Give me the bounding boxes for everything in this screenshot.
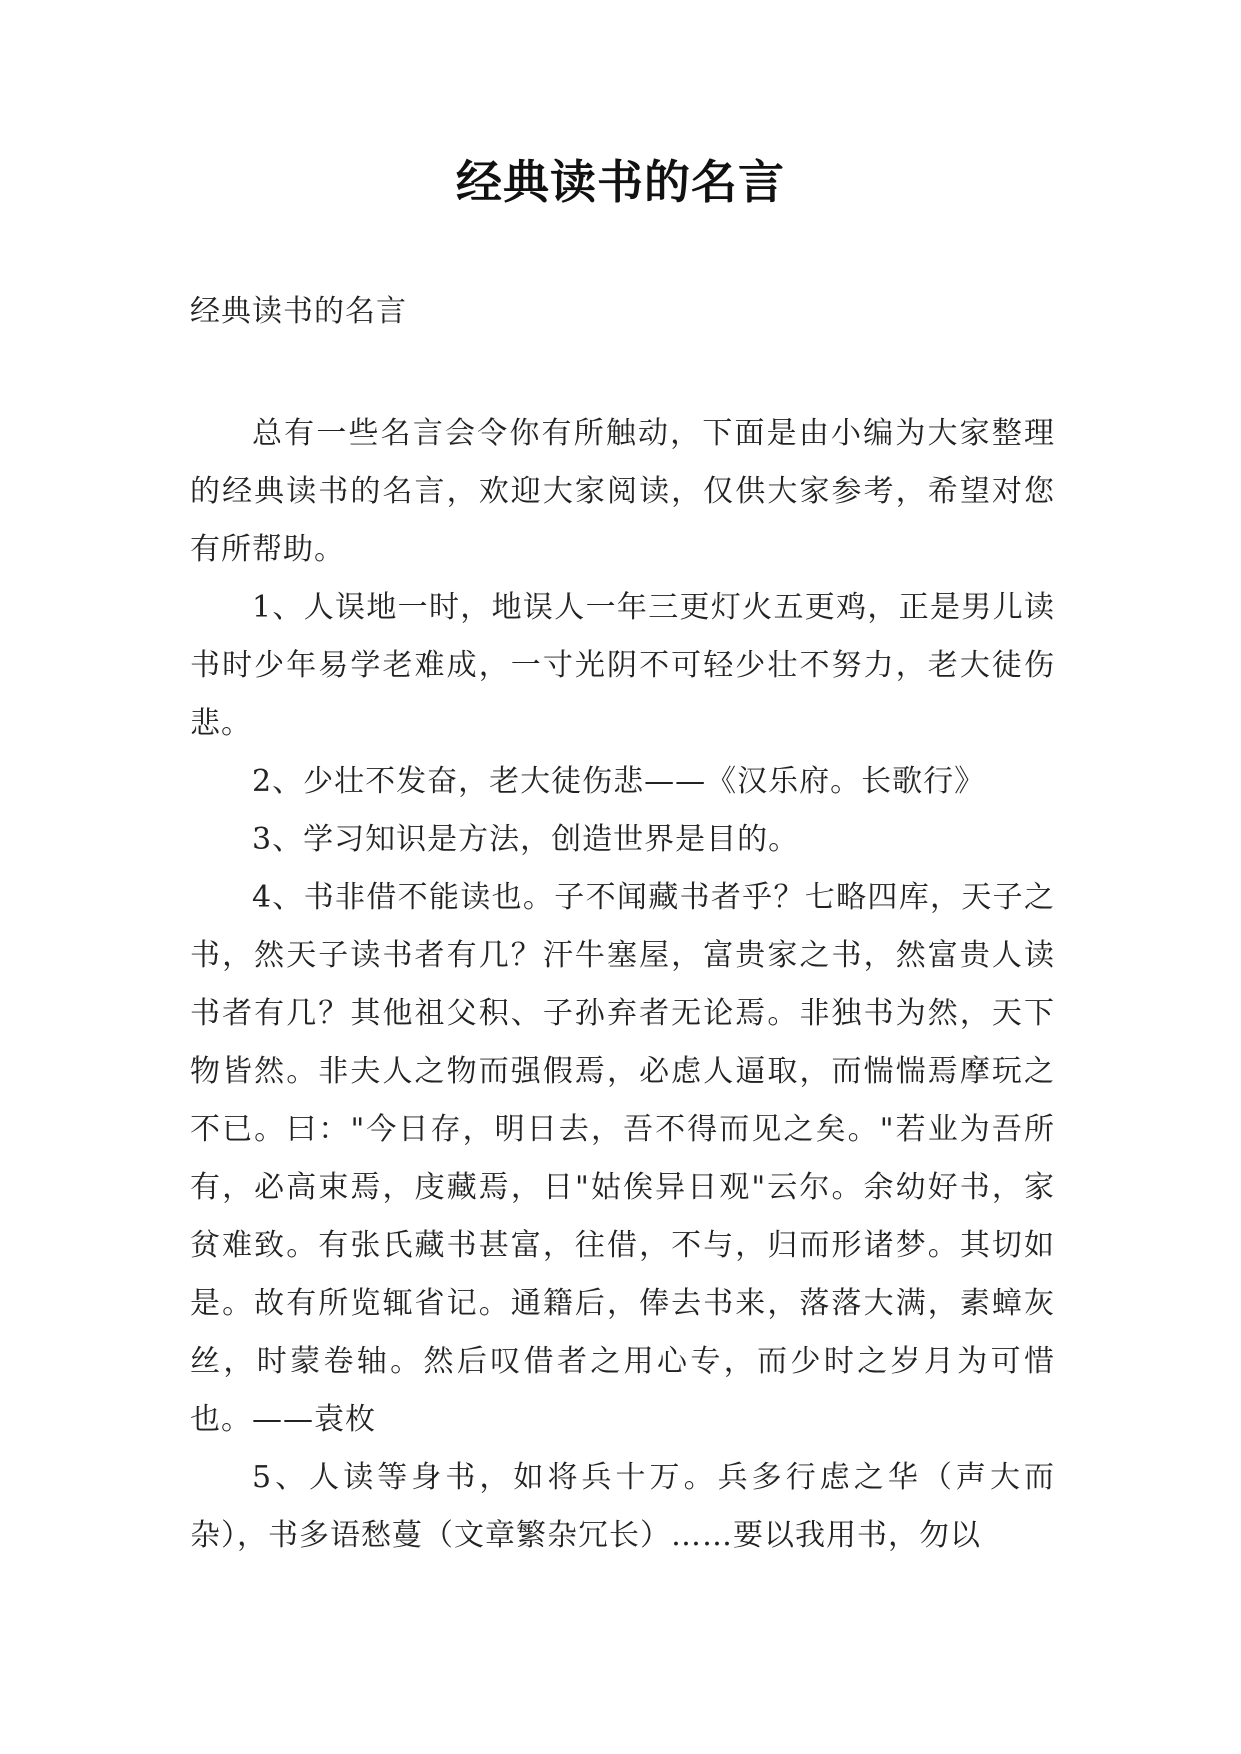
- quote-paragraph-1: 1、人误地一时，地误人一年三更灯火五更鸡，正是男儿读书时少年易学老难成，一寸光阴不可轻少壮不努力，老大徒伤悲。: [190, 590, 1055, 741]
- document-title: 经典读书的名言: [456, 155, 785, 209]
- quote-paragraph-2: 2、少壮不发奋，老大徒伤悲——《汉乐府。长歌行》: [252, 764, 986, 799]
- document-subtitle: 经典读书的名言: [190, 294, 407, 329]
- intro-paragraph: 总有一些名言会令你有所触动，下面是由小编为大家整理的经典读书的名言，欢迎大家阅读，仅供大家参考，希望对您有所帮助。: [190, 416, 1055, 567]
- quote-paragraph-4: 4、书非借不能读也。子不闻藏书者乎？七略四库，天子之书，然天子读书者有几？汗牛塞屋，富贵家之书，然富贵人读书者有几？其他祖父积、子孙弃者无论焉。非独书为然，天下物皆然。非夫人之物而强假焉，必虑人逼取，而惴惴焉摩玩之不已。曰："今日存，明日去，吾不得而见之矣。"若业为吾所有，必高束焉，庋藏焉，日"姑俟异日观"云尔。余幼好书，家贫难致。有张氏藏书甚富，往借，不与，归而形诸梦。其切如是。故有所览辄省记。通籍后，俸去书来，落落大满，素蟑灰丝，时蒙卷轴。然后叹借者之用心专，而少时之岁月为可惜也。——袁枚: [190, 880, 1055, 1437]
- quote-paragraph-3: 3、学习知识是方法，创造世界是目的。: [252, 822, 800, 857]
- document-body: [190, 405, 1055, 1565]
- quote-paragraph-5: 5、人读等身书，如将兵十万。兵多行虑之华（声大而杂），书多语愁蔓（文章繁杂冗长）……要以我用书，勿以: [190, 1460, 1055, 1553]
